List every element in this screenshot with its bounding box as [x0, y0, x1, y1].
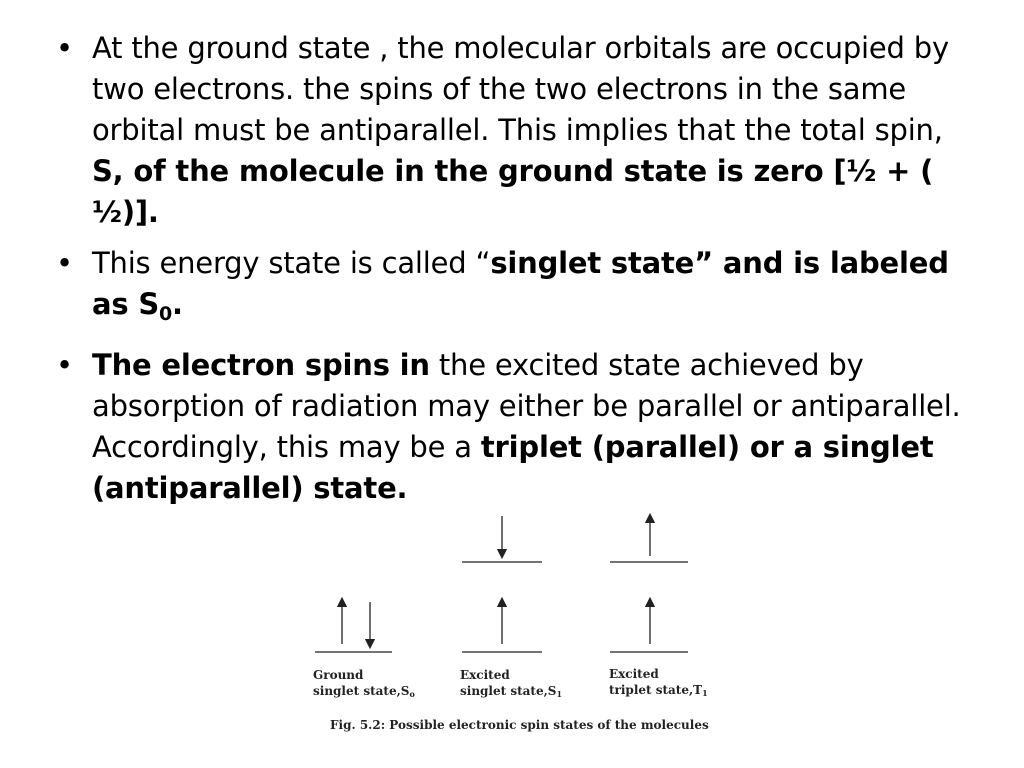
bullet-text-2b: singlet state” and is labeled as S	[92, 246, 949, 321]
bullet-text-2c: .	[172, 287, 183, 321]
bullet-text-3a: The electron spins in	[92, 348, 430, 382]
bullet-list	[50, 28, 970, 519]
bullet-text-3c: triplet (parallel) or a singlet (antiparallel) state.	[92, 430, 934, 505]
bullet-marker: •	[56, 348, 73, 382]
ground-singlet-state	[313, 602, 415, 699]
excited-singlet-label-line1: Excited	[460, 668, 510, 682]
bullet-item-singlet-state	[50, 243, 970, 335]
ground-label-line2: singlet state,So	[313, 684, 415, 699]
excited-triplet-label-line2: triplet state,T1	[609, 683, 708, 698]
bullet-text-3b: the excited state achieved by absorption of radiation may either be parallel or antiparallel. Accordingly, this may be a	[92, 348, 961, 464]
excited-singlet-state	[460, 516, 562, 699]
bullet-item-ground-state	[50, 28, 970, 233]
bullet-text-2-subscript: 0	[159, 303, 173, 325]
spin-states-diagram	[310, 512, 710, 742]
bullet-marker: •	[56, 246, 73, 280]
bullet-item-excited-state	[50, 345, 970, 509]
ground-label-line1: Ground	[313, 668, 364, 682]
figure-caption: Fig. 5.2: Possible electronic spin states of the molecules	[330, 718, 709, 732]
excited-singlet-label-line2: singlet state,S1	[460, 684, 563, 699]
bullet-text-2a: This energy state is called “	[92, 246, 491, 280]
excited-triplet-state	[609, 518, 708, 698]
bullet-text-1a: At the ground state , the molecular orbitals are occupied by two electrons. the spins of the two electrons in the same orbital must be antiparallel. This implies that the total spin,	[92, 31, 949, 147]
bullet-marker: •	[56, 31, 73, 65]
excited-triplet-label-line1: Excited	[609, 667, 659, 681]
spin-states-figure	[310, 512, 710, 742]
bullet-text-1b: S, of the molecule in the ground state is zero [½ + ( ½)].	[92, 154, 934, 229]
